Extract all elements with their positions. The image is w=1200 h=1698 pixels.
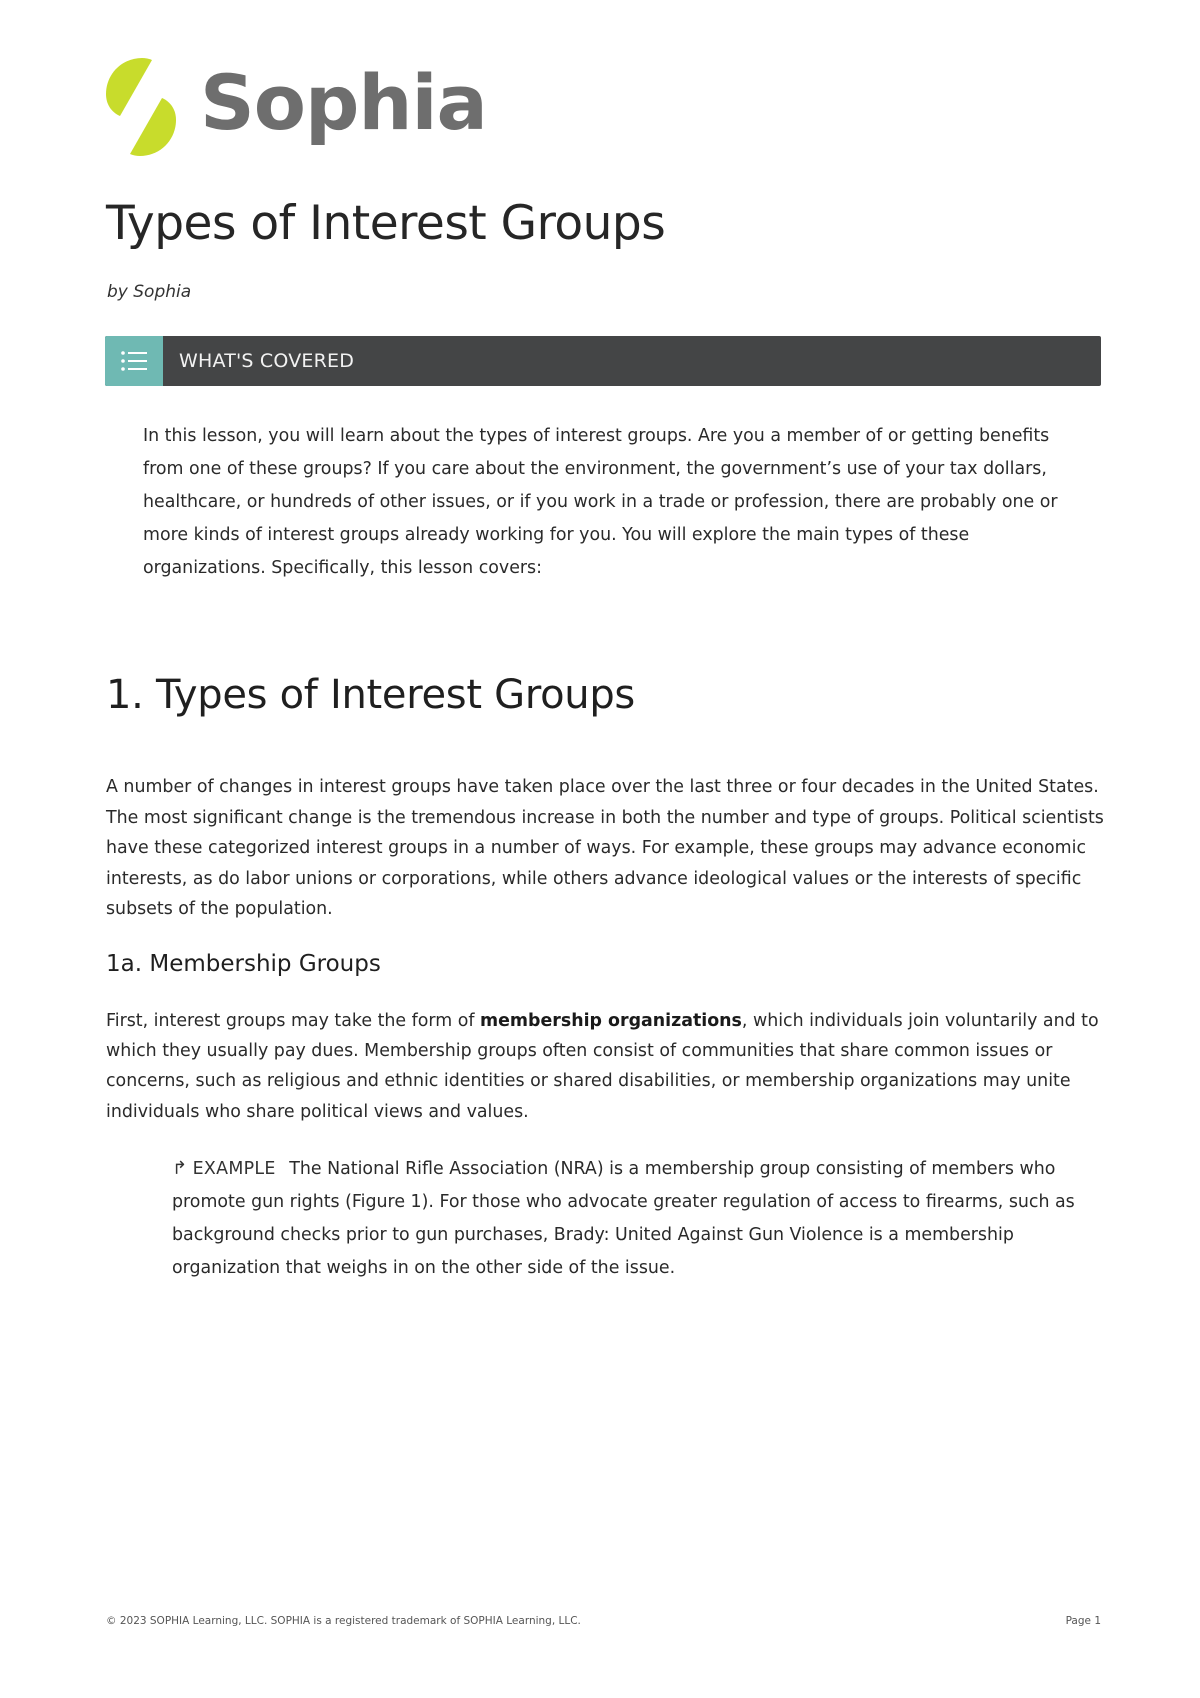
- list-icon: [120, 349, 148, 373]
- section-1a-heading: 1a. Membership Groups: [106, 951, 381, 977]
- example-arrow-icon: ↱: [172, 1158, 188, 1179]
- sophia-logo: [104, 54, 487, 160]
- example-callout: [172, 1152, 1112, 1285]
- paragraph-text-before: First, interest groups may take the form of: [106, 1011, 480, 1031]
- intro-paragraph: In this lesson, you will learn about the types of interest groups. Are you a member of or getting benefits from one of these groups? If you care about the environment, the government’s use of your tax dollars, healthcare, or hundreds of other issues, or if you work in a trade or profession, there are probably one or more kinds of interest groups already working for you. You will explore the main types of these organizations. Specifically, this lesson covers:: [143, 426, 1058, 578]
- byline: by Sophia: [107, 282, 192, 302]
- sophia-logo-mark-icon: [104, 56, 178, 158]
- sophia-wordmark: Sophia: [200, 58, 487, 147]
- section-1a-paragraph: [106, 1006, 1106, 1127]
- section-1-paragraph: A number of changes in interest groups have taken place over the last three or four decades in the United States. The most significant change is the tremendous increase in both the number and type of groups. Political scientists have these categorized interest groups in a number of ways. For example, these groups may advance economic interests, as do labor unions or corporations, while others advance ideological values or the interests of specific subsets of the population.: [106, 777, 1104, 920]
- whats-covered-icon-box: [105, 336, 163, 386]
- page-title: Types of Interest Groups: [106, 196, 666, 251]
- whats-covered-label: WHAT'S COVERED: [179, 350, 355, 372]
- example-label: EXAMPLE: [192, 1159, 276, 1179]
- footer-page-number: Page 1: [1065, 1615, 1101, 1627]
- example-text: The National Rifle Association (NRA) is a membership group consisting of members who promote gun rights (Figure 1). For those who advocate greater regulation of access to firearms, such as background checks prior to gun purchases, Brady: United Against Gun Violence is a membership organization that weighs in on the other side of the issue.: [172, 1159, 1075, 1278]
- paragraph-text-after: , which individuals join voluntarily and to which they usually pay dues. Membership groups often consist of communities that share common issues or concerns, such as religious and ethnic identities or shared disabilities, or membership organizations may unite individuals who share political views and values.: [106, 1011, 1099, 1122]
- footer-copyright: © 2023 SOPHIA Learning, LLC. SOPHIA is a registered trademark of SOPHIA Learning, LLC.: [106, 1615, 581, 1627]
- whats-covered-banner: [105, 336, 1101, 386]
- section-1-heading: 1. Types of Interest Groups: [106, 672, 635, 718]
- key-term-membership-organizations: membership organizations: [480, 1011, 742, 1031]
